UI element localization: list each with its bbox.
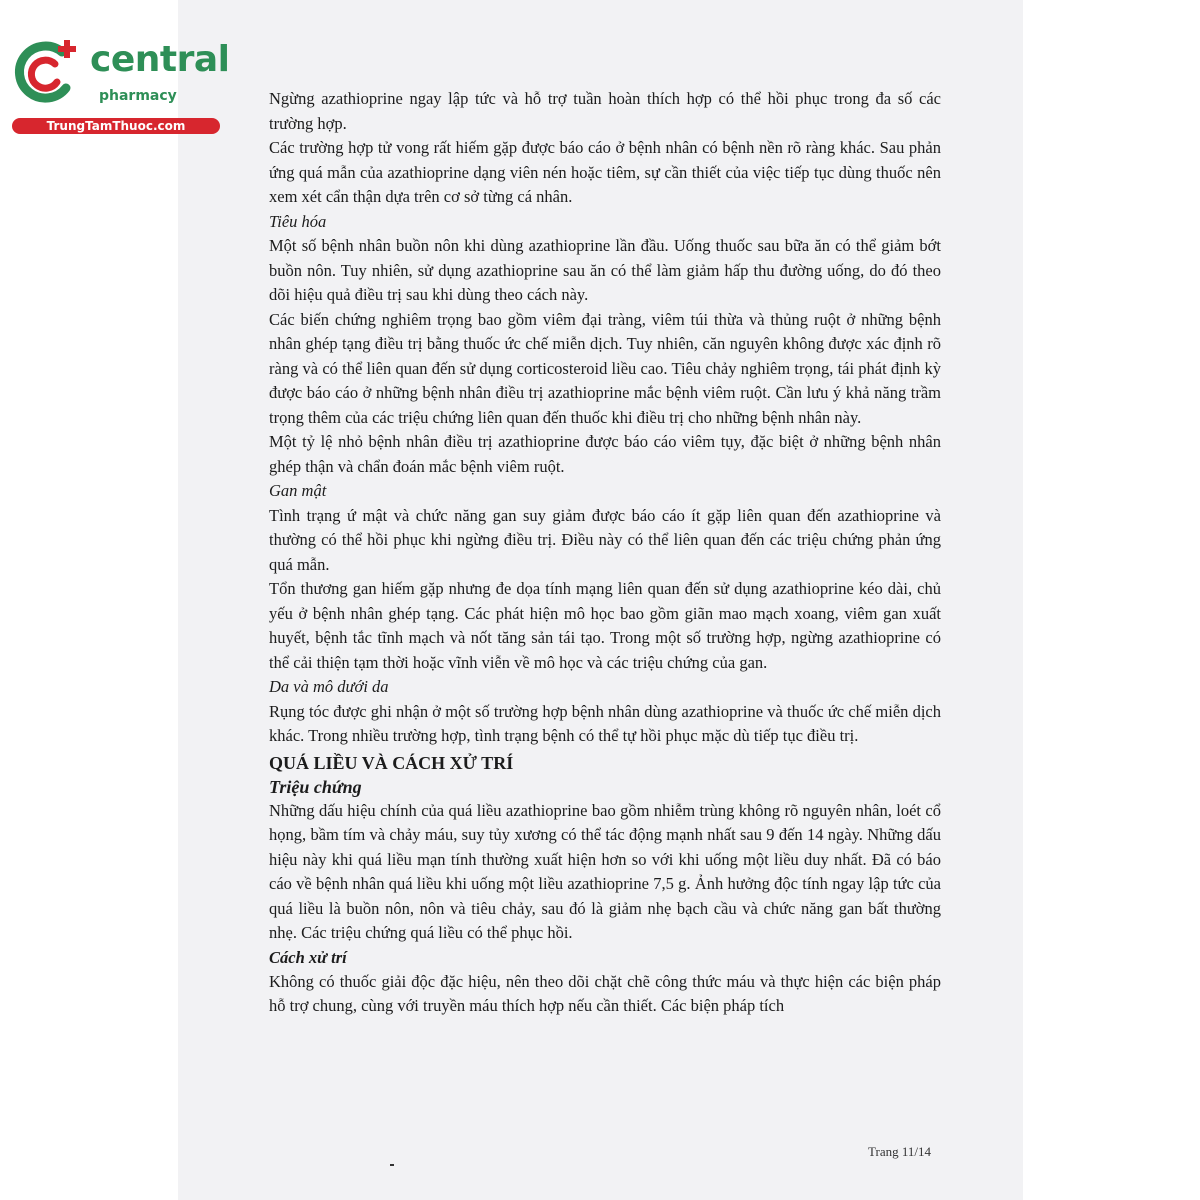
scan-speck (390, 1164, 394, 1166)
page-number: Trang 11/14 (868, 1144, 931, 1159)
paragraph: Tình trạng ứ mật và chức năng gan suy giảm được báo cáo ít gặp liên quan đến azathioprine và thường có thể hồi phục khi ngừng điều trị. Điều này có thể liên quan đến các triệu chứng phản ứng quá mẫn. (269, 505, 941, 574)
paragraph: Một số bệnh nhân buồn nôn khi dùng azathioprine lần đầu. Uống thuốc sau bữa ăn có thể giảm bớt buồn nôn. Tuy nhiên, sử dụng azathioprine sau ăn có thể làm giảm hấp thu đường uống, do đó theo dõi hiệu quả điều trị sau khi dùng theo cách này. (269, 236, 941, 304)
paragraph: Các biến chứng nghiêm trọng bao gồm viêm đại tràng, viêm túi thừa và thủng ruột ở những bệnh nhân ghép tạng điều trị bằng thuốc ức chế miễn dịch. Tuy nhiên, căn nguyên không được xác định rõ ràng và có thể liên quan đến sử dụng corticosteroid liều cao. Tiêu chảy nghiêm trọng, tái phát định kỳ được báo cáo ở những bệnh nhân điều trị azathioprine mắc bệnh viêm ruột. Cần lưu ý khả năng trầm trọng thêm của các triệu chứng liên quan đến thuốc khi điều trị cho những bệnh nhân này. (269, 309, 941, 427)
pharmacy-logo-icon (10, 38, 80, 108)
document-body (269, 87, 941, 1019)
paragraph: Các trường hợp tử vong rất hiếm gặp được báo cáo ở bệnh nhân có bệnh nền rõ ràng khác. Sau phản ứng quá mẫn của azathioprine dạng viên nén hoặc tiêm, sự cần thiết của việc tiếp tục dùng thuốc nên xem xét cẩn thận dựa trên cơ sở từng cá nhân. (269, 138, 941, 206)
paragraph: Một tỷ lệ nhỏ bệnh nhân điều trị azathioprine được báo cáo viêm tụy, đặc biệt ở những bệnh nhân ghép thận và chẩn đoán mắc bệnh viêm ruột. (269, 432, 941, 476)
subheading-digestive: Tiêu hóa (269, 211, 327, 231)
central-pharmacy-logo[interactable] (10, 38, 230, 138)
treatment-paragraph: Không có thuốc giải độc đặc hiệu, nên theo dõi chặt chẽ công thức máu và thực hiện các biện pháp hỗ trợ chung, cùng với truyền máu thích hợp nếu cần thiết. Các biện pháp tích (269, 971, 941, 1015)
section-heading-overdose: QUÁ LIỀU VÀ CÁCH XỬ TRÍ (269, 752, 514, 773)
subheading-treatment: Cách xử trí (269, 947, 347, 967)
subheading-skin: Da và mô dưới da (269, 677, 389, 696)
paragraph: Tổn thương gan hiếm gặp nhưng đe dọa tính mạng liên quan đến sử dụng azathioprine kéo dài, chủ yếu ở bệnh nhân ghép tạng. Các phát hiện mô học bao gồm giãn mao mạch xoang, viêm gan xuất huyết, bệnh tắc tĩnh mạch và nốt tăng sản tái tạo. Trong một số trường hợp, ngừng azathioprine có thể cải thiện tạm thời hoặc vĩnh viễn về mô học và các triệu chứng của gan. (269, 579, 941, 672)
symptoms-paragraph: Những dấu hiệu chính của quá liều azathioprine bao gồm nhiễm trùng không rõ nguyên nhân, loét cổ họng, bầm tím và chảy máu, suy tủy xương có thể tác động mạnh nhất sau 9 đến 14 ngày. Những dấu hiệu này khi quá liều mạn tính thường xuất hiện hơn so với khi uống một liều duy nhất. Đã có báo cáo về bệnh nhân quá liều khi uống một liều azathioprine 7,5 g. Ảnh hưởng độc tính ngay lập tức của quá liều là buồn nôn, nôn và tiêu chảy, sau đó là giảm nhẹ bạch cầu và chức năng gan bất thường nhẹ. Các triệu chứng quá liều có thể phục hồi. (269, 800, 941, 942)
brand-name: central (90, 39, 230, 80)
subheading-hepatobiliary: Gan mật (269, 481, 327, 500)
brand-website[interactable]: TrungTamThuoc.com (12, 118, 220, 134)
brand-subtitle: pharmacy (99, 88, 177, 104)
paragraph: Ngừng azathioprine ngay lập tức và hỗ trợ tuần hoàn thích hợp có thể hồi phục trong đa số các trường hợp. (269, 89, 941, 133)
paragraph: Rụng tóc được ghi nhận ở một số trường hợp bệnh nhân dùng azathioprine và thuốc ức chế miễn dịch khác. Trong nhiều trường hợp, tình trạng bệnh có thể tự hồi phục mặc dù tiếp tục điều trị. (269, 701, 941, 745)
subheading-symptoms: Triệu chứng (269, 776, 362, 797)
